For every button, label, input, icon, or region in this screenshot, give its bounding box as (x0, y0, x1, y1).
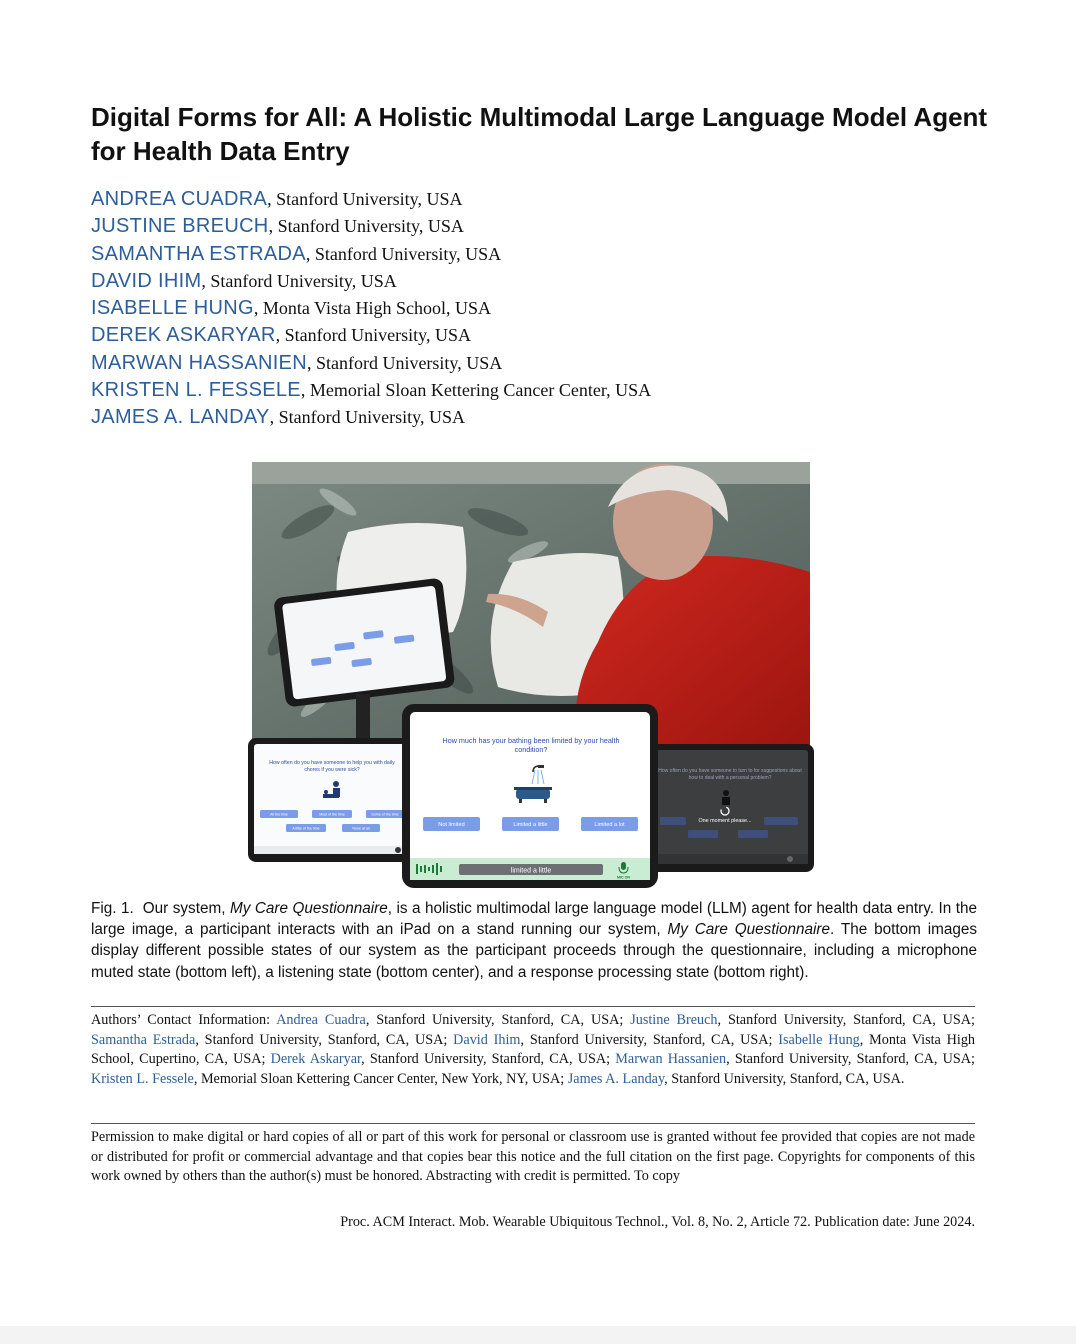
author-affiliation: , Stanford University, USA (275, 325, 471, 346)
center-option-label: Limited a little (513, 822, 548, 828)
contact-location: , Stanford University, Stanford, CA, USA; (365, 1012, 624, 1028)
mic-muted-icon (395, 847, 401, 853)
author-entry (91, 295, 991, 322)
left-option: A little of the time (292, 826, 320, 831)
author-entry (91, 350, 991, 377)
author-affiliation: , Stanford University, USA (267, 189, 463, 209)
contact-location: , Stanford University, Stanford, CA, USA; (726, 1051, 975, 1067)
author-entry (91, 186, 991, 213)
caption-text: , is a holistic multimodal large language model (LLM) agent for health data entry. In the large image, a participant interacts with an iPad on a stand running our system, (91, 900, 978, 939)
author-affiliation: , Stanford University, USA (201, 270, 397, 291)
left-option: Most of the time (319, 812, 345, 817)
author-entry (91, 241, 991, 268)
right-tablet-processing-state (646, 744, 814, 872)
left-option: None at all (352, 826, 370, 831)
contact-author-link[interactable]: Samantha Estrada (91, 1031, 196, 1048)
contact-author-link[interactable]: Andrea Cuadra (276, 1012, 366, 1028)
author-entry (91, 268, 991, 295)
center-question-line-1: How much has your bathing been limited by your health (442, 736, 620, 745)
contact-author-link[interactable]: Kristen L. Fessele (91, 1070, 194, 1087)
author-name[interactable]: SAMANTHA ESTRADA (91, 242, 306, 265)
permission-notice: Permission to make digital or hard copies of all or part of this work for personal or classroom use is granted without fee provided that copies are not made or distributed for profit or commercial advantage and that copies bear this notice and the full citation on the first page. Copyrights for components of this work owned by others than the author(s) must be honored. Abstracting with credit is permitted. To copy (91, 1129, 975, 1184)
caption-text: Our system, (142, 900, 226, 917)
author-name[interactable]: ANDREA CUADRA (91, 188, 268, 210)
contact-author-link[interactable]: Isabelle Hung (778, 1031, 860, 1048)
author-name[interactable]: JAMES A. LANDAY (91, 406, 270, 429)
author-name[interactable]: ISABELLE HUNG (91, 297, 254, 320)
contact-intro: Authors’ Contact Information: (91, 1012, 271, 1028)
paper-title: Digital Forms for All: A Holistic Multimodal Large Language Model Agent for Health Data Entry (91, 102, 988, 166)
contact-author-link[interactable]: David Ihim (453, 1031, 521, 1048)
left-question-line-1: How often do you have someone to help you with daily (269, 760, 395, 766)
authors-contact-info (91, 1011, 975, 1089)
author-list (91, 186, 991, 432)
center-tablet-listening-state (402, 704, 658, 888)
center-option-label: Limited a lot (594, 822, 625, 828)
author-entry (91, 377, 991, 404)
divider (91, 1006, 975, 1007)
left-option: Some of the time (371, 812, 399, 817)
left-option: All the time (270, 812, 288, 817)
contact-author-link[interactable]: Derek Askaryar (270, 1051, 362, 1067)
contact-location: , Stanford University, Stanford, CA, USA. (664, 1070, 905, 1087)
author-affiliation: , Monta Vista High School, USA (253, 298, 491, 319)
divider (91, 1123, 975, 1124)
contact-location: , Stanford University, Stanford, CA, USA; (717, 1012, 975, 1028)
contact-location: , Stanford University, Stanford, CA, USA; (195, 1031, 448, 1048)
author-affiliation: , Memorial Sloan Kettering Cancer Center, USA (300, 380, 652, 401)
contact-location: , Stanford University, Stanford, CA, USA; (361, 1051, 611, 1067)
figure-caption (91, 898, 977, 983)
mic-status-label: MIC ON (617, 875, 630, 880)
author-entry (91, 213, 991, 240)
left-question-line-2: chores if you were sick? (304, 767, 360, 773)
author-affiliation: , Stanford University, USA (269, 407, 465, 428)
right-question-line-2: how to deal with a personal problem? (688, 775, 772, 781)
page-bottom-margin (0, 1326, 1076, 1344)
figure-1-illustration (248, 462, 814, 888)
caption-system-name: My Care Questionnaire (667, 921, 831, 939)
author-entry (91, 404, 991, 431)
contact-author-link[interactable]: James A. Landay (567, 1070, 665, 1087)
center-option-label: Not limited (438, 822, 465, 828)
author-entry (91, 322, 991, 349)
author-affiliation: , Stanford University, USA (306, 352, 503, 373)
figure-1 (248, 462, 814, 888)
center-question-line-2: condition? (514, 745, 548, 754)
caption-system-name: My Care Questionnaire (229, 900, 388, 917)
person-icon (722, 790, 730, 805)
contact-location: , Memorial Sloan Kettering Cancer Center, New York, NY, USA; (193, 1070, 565, 1087)
contact-location: , Monta Vista High School, Cupertino, CA, USA; (91, 1031, 976, 1067)
publication-footer: Proc. ACM Interact. Mob. Wearable Ubiquitous Technol., Vol. 8, No. 2, Article 72. Publication date: June 2024. (340, 1214, 975, 1230)
author-name[interactable]: JUSTINE BREUCH (91, 215, 269, 238)
author-name[interactable]: DAVID IHIM (91, 269, 202, 292)
caption-label: Fig. 1. (91, 900, 134, 917)
caption-text: . The bottom images display different possible states of our system as the participant proceeds through the questionnaire, including a microphone muted state (bottom left), a listening state (bottom center), and a response processing state (bottom right). (91, 921, 978, 981)
mic-icon (787, 856, 793, 862)
right-question-line-1: How often do you have someone to turn to for suggestions about (658, 768, 802, 774)
contact-author-link[interactable]: Justine Breuch (630, 1012, 718, 1028)
left-tablet-muted-state (248, 738, 416, 862)
contact-author-link[interactable]: Marwan Hassanien (615, 1051, 727, 1067)
author-affiliation: , Stanford University, USA (268, 216, 464, 237)
author-name[interactable]: KRISTEN L. FESSELE (91, 379, 301, 402)
processing-status: One moment please... (698, 818, 752, 824)
author-name[interactable]: MARWAN HASSANIEN (91, 351, 307, 374)
author-affiliation: , Stanford University, USA (305, 243, 502, 264)
contact-location: , Stanford University, Stanford, CA, USA; (520, 1031, 773, 1048)
transcript-text: limited a little (510, 867, 552, 875)
author-name[interactable]: DEREK ASKARYAR (91, 324, 276, 347)
